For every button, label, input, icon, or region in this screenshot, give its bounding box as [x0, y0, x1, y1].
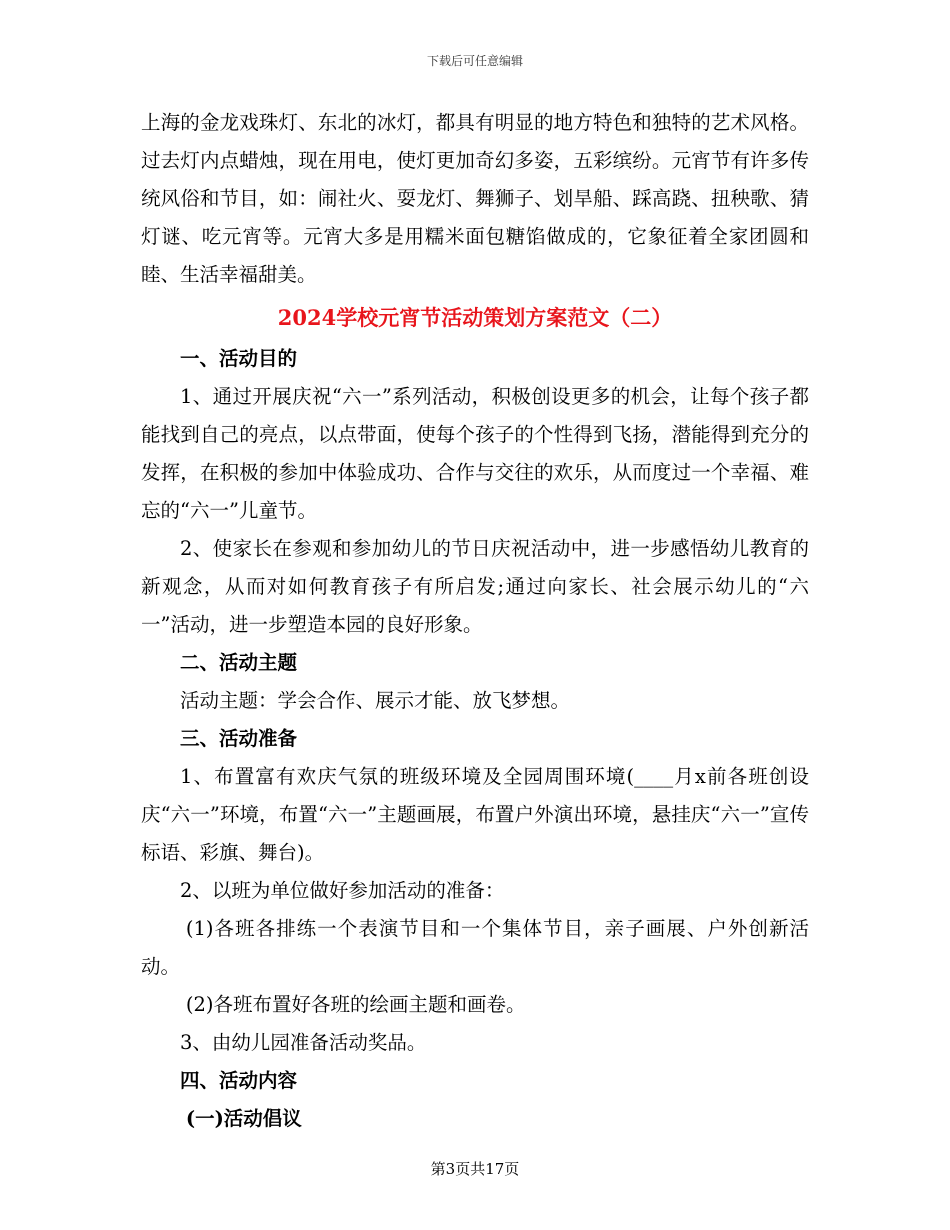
page-number: 第3页共17页: [430, 1160, 520, 1178]
preparation-paragraph-1: 1、布置富有欢庆气氛的班级环境及全园周围环境(____月x前各班创设庆“六一”环境，布置“六一”主题画展，布置户外演出环境，悬挂庆“六一”宣传标语、彩旗、舞台)。: [141, 765, 809, 864]
document-body: [141, 104, 809, 1138]
preparation-item-1: (1)各班各排练一个表演节目和一个集体节目，亲子画展、户外创新活动。: [141, 917, 809, 978]
theme-paragraph: 活动主题：学会合作、展示才能、放飞梦想。: [180, 689, 571, 712]
preparation-paragraph-2: 2、以班为单位做好参加活动的准备：: [180, 879, 505, 902]
purpose-paragraph-2: 2、使家长在参观和参加幼儿的节日庆祝活动中，进一步感悟幼儿教育的新观念，从而对如何教育孩子有所启发;通过向家长、社会展示幼儿的“六一”活动，进一步塑造本园的良好形象。: [141, 537, 809, 636]
sub-heading-initiative: (一)活动倡议: [185, 1107, 302, 1130]
document-title: 2024学校元宵节活动策划方案范文（二）: [277, 305, 673, 330]
section-heading-content: 四、活动内容: [180, 1069, 298, 1092]
purpose-paragraph-1: 1、通过开展庆祝“六一”系列活动，积极创设更多的机会，让每个孩子都能找到自己的亮点，以点带面，使每个孩子的个性得到飞扬，潜能得到充分的发挥，在积极的参加中体验成功、合作与交往的欢乐，从而度过一个幸福、难忘的“六一”儿童节。: [141, 385, 809, 522]
preparation-item-2: (2)各班布置好各班的绘画主题和画卷。: [185, 993, 526, 1016]
section-heading-purpose: 一、活动目的: [180, 347, 298, 370]
intro-paragraph: 上海的金龙戏珠灯、东北的冰灯，都具有明显的地方特色和独特的艺术风格。过去灯内点蜡烛，现在用电，使灯更加奇幻多姿，五彩缤纷。元宵节有许多传统风俗和节目，如：闹社火、耍龙灯、舞狮子、划旱船、踩高跷、扭秧歌、猜灯谜、吃元宵等。元宵大多是用糯米面包糖馅做成的，它象征着全家团圆和睦、生活幸福甜美。: [141, 111, 809, 286]
section-heading-preparation: 三、活动准备: [180, 727, 298, 750]
preparation-paragraph-3: 3、由幼儿园准备活动奖品。: [180, 1031, 427, 1054]
header-note: 下载后可任意编辑: [426, 54, 523, 68]
section-heading-theme: 二、活动主题: [180, 651, 298, 674]
